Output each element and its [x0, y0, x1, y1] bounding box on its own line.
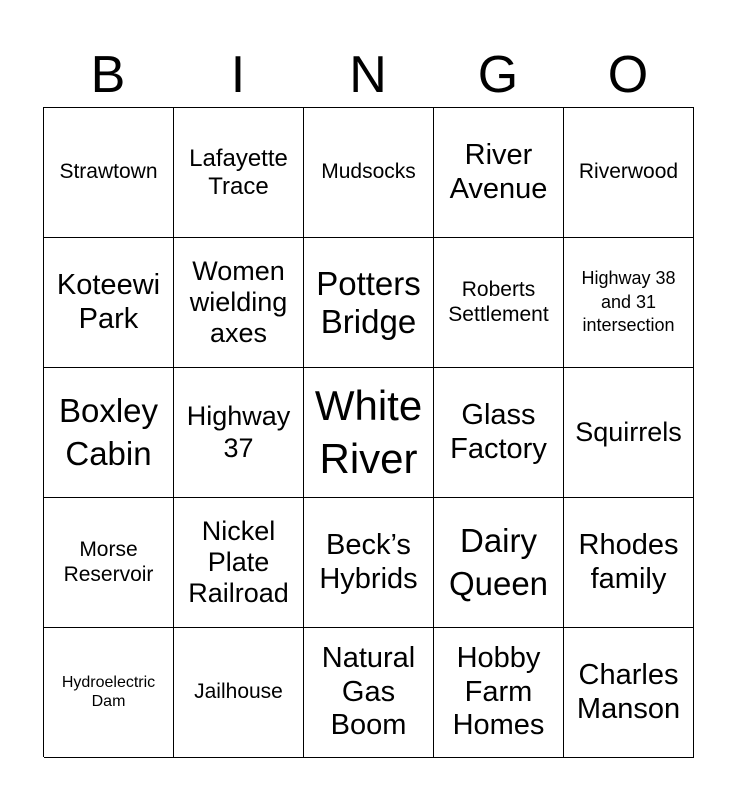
bingo-cell[interactable]: Roberts Settlement — [434, 238, 564, 368]
bingo-cell[interactable]: Highway 38 and 31 intersection — [564, 238, 694, 368]
bingo-board — [43, 107, 694, 757]
bingo-cell[interactable]: Beck’s Hybrids — [304, 498, 434, 628]
bingo-cell[interactable]: Highway 37 — [174, 368, 304, 498]
bingo-cell[interactable]: Nickel Plate Railroad — [174, 498, 304, 628]
bingo-cell[interactable]: Potters Bridge — [304, 238, 434, 368]
bingo-header — [43, 44, 693, 106]
bingo-cell[interactable]: Lafayette Trace — [174, 108, 304, 238]
bingo-cell[interactable]: Dairy Queen — [434, 498, 564, 628]
header-letter-n: N — [349, 46, 387, 104]
bingo-cell[interactable]: Strawtown — [44, 108, 174, 238]
bingo-cell[interactable]: Glass Factory — [434, 368, 564, 498]
bingo-cell[interactable]: Charles Manson — [564, 628, 694, 758]
bingo-cell[interactable]: Koteewi Park — [44, 238, 174, 368]
bingo-cell[interactable]: Boxley Cabin — [44, 368, 174, 498]
bingo-cell[interactable]: Hobby Farm Homes — [434, 628, 564, 758]
bingo-cell[interactable]: Natural Gas Boom — [304, 628, 434, 758]
header-letter-i: I — [230, 46, 246, 104]
bingo-cell[interactable]: River Avenue — [434, 108, 564, 238]
header-letter-g: G — [477, 46, 519, 104]
bingo-cell[interactable]: Rhodes family — [564, 498, 694, 628]
bingo-cell[interactable]: Women wielding axes — [174, 238, 304, 368]
bingo-cell[interactable]: Mudsocks — [304, 108, 434, 238]
bingo-cell[interactable]: Squirrels — [564, 368, 694, 498]
bingo-cell[interactable]: Morse Reservoir — [44, 498, 174, 628]
bingo-cell[interactable]: Hydroelectric Dam — [44, 628, 174, 758]
header-letter-o: O — [607, 46, 649, 104]
bingo-cell[interactable]: Riverwood — [564, 108, 694, 238]
bingo-cell[interactable]: White River — [304, 368, 434, 498]
header-letter-b: B — [90, 46, 126, 104]
bingo-cell[interactable]: Jailhouse — [174, 628, 304, 758]
